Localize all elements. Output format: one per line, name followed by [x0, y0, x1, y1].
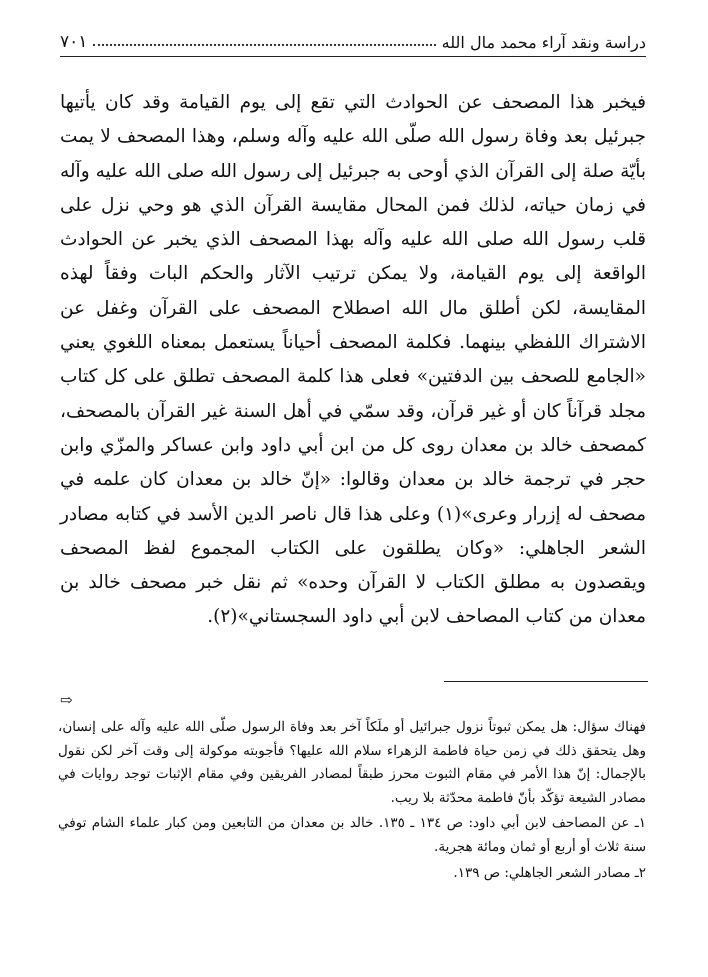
footnote-1: ١ـ عن المصاحف لابن أبي داود: ص ١٣٤ ـ ١٣٥. خالد بن معدان من التابعين ومن كبار علماء الشام توفي سنة ثلاث أو أربع أو ثمان ومائة هجرية. — [58, 815, 646, 855]
footnotes — [58, 716, 646, 885]
main-text — [60, 86, 646, 635]
body-paragraph: فيخبر هذا المصحف عن الحوادث التي تقع إلى يوم القيامة وقد كان يأتيها جبرئيل بعد وفاة رسول الله صلّى الله عليه وآله وسلم، وهذا المصحف لا يمت بأيّة صلة إلى القرآن الذي أوحى به جبرئيل إلى رسول الله صلى الله عليه وآله في زمان حياته، لذلك فمن المحال مقايسة القرآن الذي هو وحي نزل على قلب رسول الله صلى الله عليه وآله بهذا المصحف الذي يخبر عن الحوادث الواقعة إلى يوم القيامة، ولا يمكن ترتيب الآثار والحكم البات وفقاً لهذه المقايسة، لكن أطلق مال الله اصطلاح المصحف على القرآن وغفل عن الاشتراك اللفظي بينهما. فكلمة المصحف أحياناً يستعمل بمعناه اللغوي يعني «الجامع للصحف بين الدفتين» فعلى هذا كلمة المصحف تطلق على كل كتاب مجلد قرآناً كان أو غير قرآن، وقد سمّي في أهل السنة غير القرآن بالمصحف، كمصحف خالد بن معدان روى كل من ابن أبي داود وابن عساكر والمزّي وابن حجر في ترجمة خالد بن معدان وقالوا: «إنّ خالد بن معدان كان علمه في مصحف له إزرار وعرى»(١) وعلى هذا قال ناصر الدين الأسد في كتابه مصادر الشعر الجاهلي: «وكان يطلقون على الكتاب المجموع لفظ المصحف ويقصدون به مطلق الكتاب لا القرآن وحده» ثم نقل خبر مصحف خالد بن معدان من كتاب المصاحف لابن أبي داود السجستاني»(٢). — [60, 92, 646, 628]
footnote-continuation: فهناك سؤال: هل يمكن ثبوتاً نزول جبرائيل أو ملَكاً آخر بعد وفاة الرسول صلّى الله عليه وآله على إنسان، وهل يتحقق ذلك في زمن حياة فاطمة الزهراء سلام الله عليها؟ فأجوبته موكولة إلى وقت آخر لكن نقول بالإجمال: إنّ هذا الأمر في مقام الثبوت محرز طبقاً لمصادر الفريقين وفي مقام الإثبات توجد روايات في مصادر الشيعة تؤكّد بأنّ فاطمة محدّثة بلا ريب. — [58, 719, 646, 806]
header-rule — [60, 56, 646, 57]
continuation-arrow-icon: ⇨ — [60, 691, 73, 709]
header-dot-leader — [93, 44, 435, 46]
header-title: دراسة ونقد آراء محمد مال الله — [441, 33, 646, 52]
running-header — [60, 18, 646, 52]
footnote-2: ٢ـ مصادر الشعر الجاهلي: ص ١٣٩. — [453, 864, 646, 881]
footnote-separator — [444, 681, 648, 682]
page-number: ٧٠١ — [60, 32, 88, 52]
